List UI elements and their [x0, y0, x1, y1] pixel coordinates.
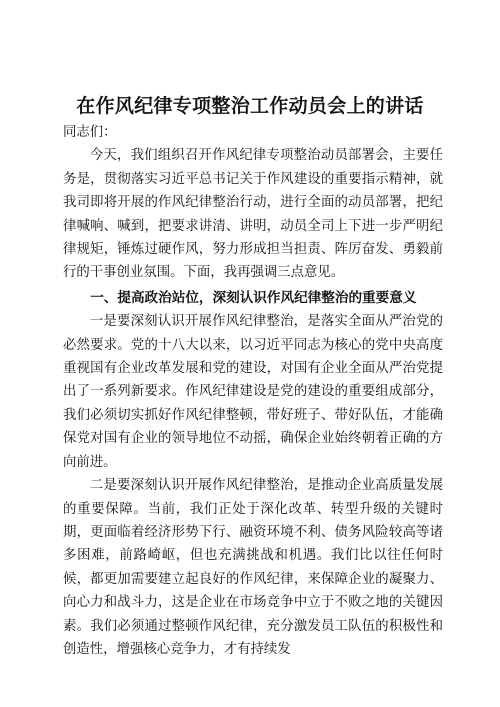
intro-paragraph: 今天，我们组织召开作风纪律专项整治动员部署会，主要任务是，贯彻落实习近平总书记关于作风建设的重要指示精神，就我司即将开展的作风纪律整治行动，进行全面的动员部署，把纪律喊响、喊到，把要求讲清、讲明，动员全司上下进一步严明纪律规矩，锤炼过硬作风，努力形成担当担责、阵厉奋发、勇毅前行的干事创业氛围。下面，我再强调三点意见。 — [63, 148, 443, 281]
body-paragraph: 一是要深刻认识开展作风纪律整治，是落实全面从严治党的必然要求。党的十八大以来，以习近平同志为核心的党中央高度重视国有企业改革发展和党的建设，对国有企业全面从严治党提出了一系列新要求。作风纪律建设是党的建设的重要组成部分，我们必须切实抓好作风纪律整顿，带好班子、带好队伍，才能确保党对国有企业的领导地位不动摇，确保企业始终朝着正确的方向前进。 — [63, 314, 443, 470]
salutation: 同志们： — [63, 125, 117, 140]
document-body — [63, 121, 443, 661]
document-title: 在作风纪律专项整治工作动员会上的讲话 — [76, 95, 424, 117]
body-paragraph: 二是要深刻认识开展作风纪律整治，是推动企业高质量发展的重要保障。当前，我们正处于深化改革、转型升级的关键时期，更面临着经济形势下行、融资环境不利、债务风险较高等诸多困难，前路崎岖，但也充满挑战和机遇。我们比以往任何时候，都更加需要建立起良好的作风纪律，来保障企业的凝聚力、向心力和战斗力，这是企业在市场竞争中立于不败之地的关键因素。我们必须通过整顿作风纪律，充分激发员工队伍的积极性和创造性，增强核心竞争力，才有持续发 — [63, 478, 443, 657]
section-heading: 一、提高政治站位，深刻认识作风纪律整治的重要意义 — [90, 289, 417, 306]
